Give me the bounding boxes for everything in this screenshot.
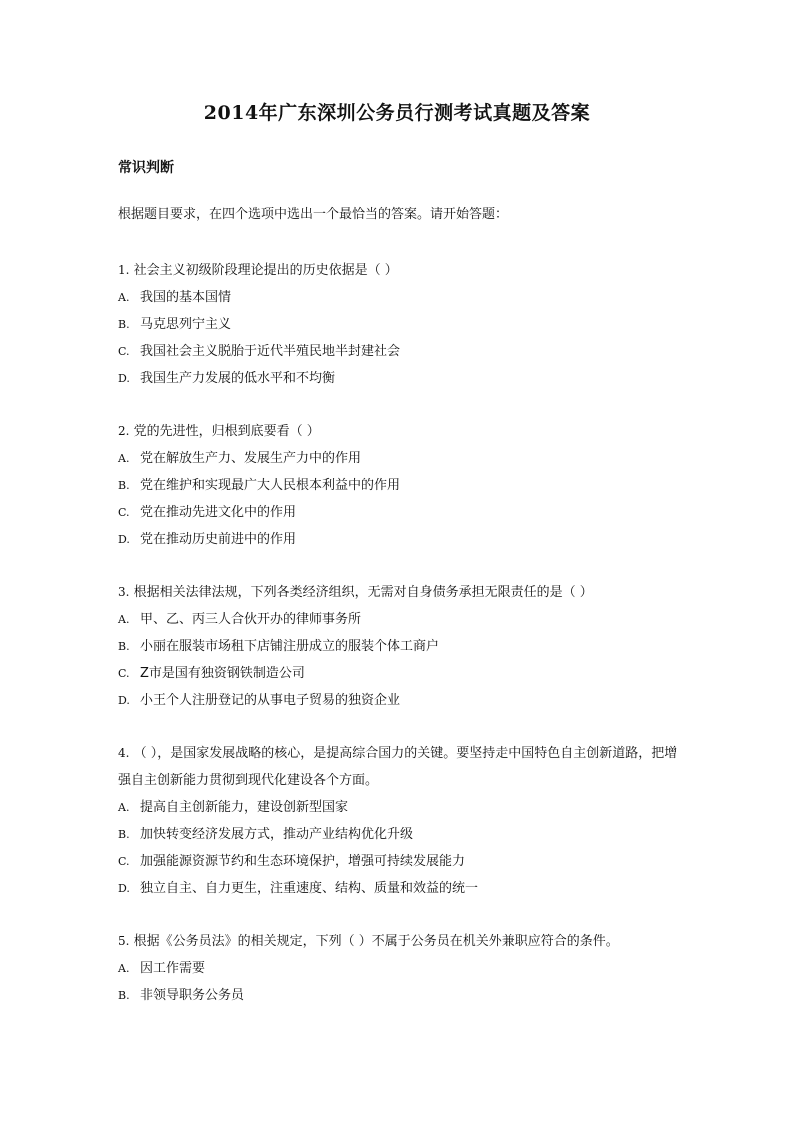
answer-option [118,955,678,982]
option-letter: D. [118,533,130,546]
answer-option [118,365,678,392]
question-3 [118,579,678,714]
question-number: 3. [118,585,130,599]
answer-option [118,472,678,499]
question-2 [118,418,678,553]
question-1 [118,257,678,392]
question-stem [118,579,678,606]
option-letter: A. [118,291,130,304]
question-text: 根据《公务员法》的相关规定，下列（ ）不属于公务员在机关外兼职应符合的条件。 [133,934,619,949]
option-text: 加快转变经济发展方式，推动产业结构优化升级 [140,827,414,842]
option-text: Z市是国有独资钢铁制造公司 [140,666,305,681]
option-text: 独立自主、自力更生，注重速度、结构、质量和效益的统一 [140,881,479,896]
answer-option [118,445,678,472]
option-letter: D. [118,694,130,707]
option-letter: C. [118,345,130,358]
answer-option [118,338,678,365]
answer-option [118,982,678,1009]
question-stem [118,928,678,955]
section-heading: 常识判断 [118,160,174,176]
option-text: 我国社会主义脱胎于近代半殖民地半封建社会 [140,344,401,359]
option-letter: A. [118,613,130,626]
option-letter: B. [118,318,130,331]
option-text: 我国的基本国情 [140,290,232,305]
instructions-text: 根据题目要求，在四个选项中选出一个最恰当的答案。请开始答题： [118,207,509,222]
answer-option [118,848,678,875]
question-number: 4. [118,746,130,760]
option-text: 提高自主创新能力，建设创新型国家 [140,800,349,815]
question-list [118,257,678,1035]
question-text: 根据相关法律法规，下列各类经济组织，无需对自身债务承担无限责任的是（ ） [133,585,593,600]
option-letter: A. [118,452,130,465]
option-text: 党在推动历史前进中的作用 [140,532,297,547]
question-stem [118,740,678,794]
option-text: 小王个人注册登记的从事电子贸易的独资企业 [140,693,401,708]
option-text: 因工作需要 [140,961,206,976]
option-text: 党在解放生产力、发展生产力中的作用 [140,451,362,466]
option-text: 小丽在服装市场租下店铺注册成立的服装个体工商户 [140,639,440,654]
answer-option [118,499,678,526]
option-text: 马克思列宁主义 [140,317,232,332]
option-letter: B. [118,640,130,653]
option-letter: B. [118,989,130,1002]
answer-option [118,794,678,821]
answer-option [118,284,678,311]
option-letter: B. [118,479,130,492]
option-letter: C. [118,506,130,519]
answer-option [118,311,678,338]
answer-option [118,606,678,633]
answer-option [118,660,678,687]
option-text: 我国生产力发展的低水平和不均衡 [140,371,336,386]
answer-option [118,875,678,902]
option-letter: C. [118,667,130,680]
option-letter: D. [118,372,130,385]
option-letter: D. [118,882,130,895]
question-number: 5. [118,934,130,948]
answer-option [118,526,678,553]
question-4 [118,740,678,902]
question-5 [118,928,678,1009]
option-letter: C. [118,855,130,868]
option-text: 加强能源资源节约和生态环境保护，增强可持续发展能力 [140,854,466,869]
option-text: 党在推动先进文化中的作用 [140,505,297,520]
question-stem [118,257,678,284]
option-text: 非领导职务公务员 [140,988,245,1003]
question-text: （ ），是国家发展战略的核心，是提高综合国力的关键。要坚持走中国特色自主创新道路，把增强自主创新能力贯彻到现代化建设各个方面。 [118,746,678,788]
option-letter: B. [118,828,130,841]
option-letter: A. [118,962,130,975]
question-number: 1. [118,263,130,277]
question-text: 社会主义初级阶段理论提出的历史依据是（ ） [133,263,398,278]
answer-option [118,821,678,848]
answer-option [118,633,678,660]
document-title: 2014年广东深圳公务员行测考试真题及答案 [203,102,591,124]
option-text: 甲、乙、丙三人合伙开办的律师事务所 [140,612,362,627]
question-number: 2. [118,424,130,438]
question-stem [118,418,678,445]
option-letter: A. [118,801,130,814]
answer-option [118,687,678,714]
question-text: 党的先进性，归根到底要看（ ） [133,424,320,439]
option-text: 党在维护和实现最广大人民根本利益中的作用 [140,478,401,493]
